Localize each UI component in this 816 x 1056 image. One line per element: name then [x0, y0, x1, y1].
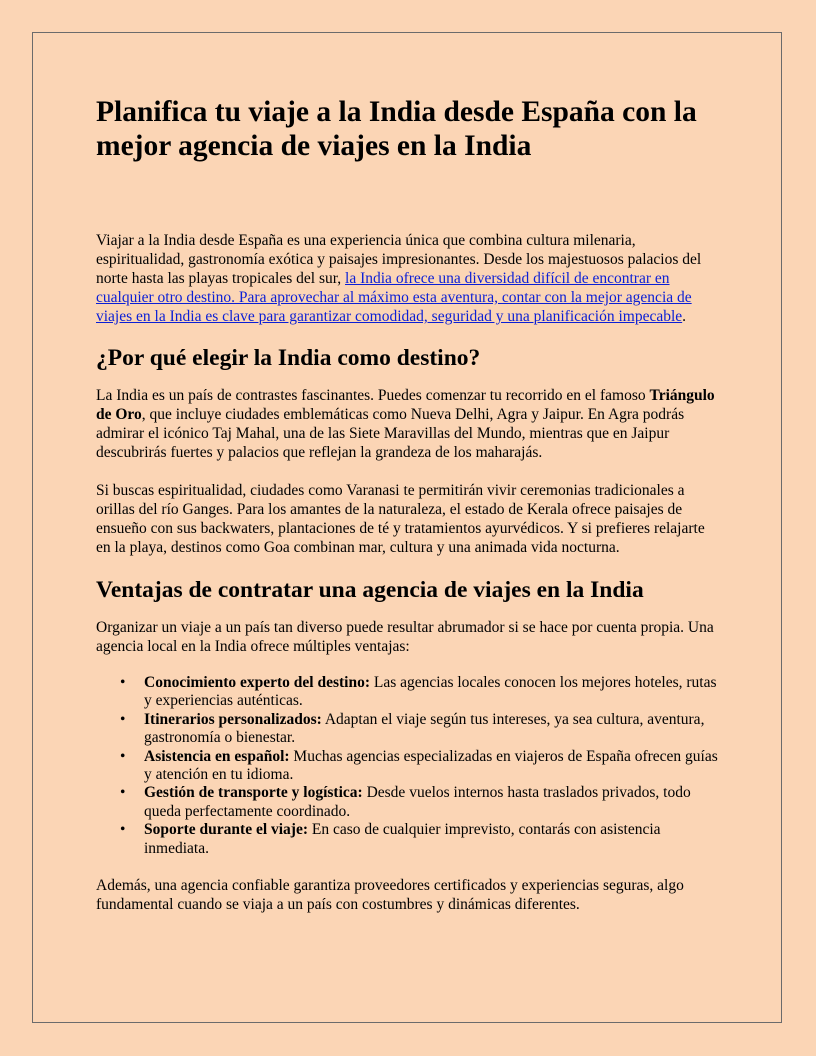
- document-body: [96, 95, 720, 933]
- intro-paragraph: [96, 231, 720, 326]
- section-heading-advantages: Ventajas de contratar una agencia de viajes en la India: [96, 577, 644, 603]
- item-text: En caso de cualquier imprevisto, contarás con asistencia inmediata.: [144, 821, 661, 857]
- item-text: Adaptan el viaje según tus intereses, ya sea cultura, aventura, gastronomía o bienestar.: [144, 710, 705, 747]
- item-title: Itinerarios personalizados:: [144, 710, 322, 728]
- item-title: Soporte durante el viaje:: [144, 821, 309, 839]
- item-text: Las agencias locales conocen los mejores hoteles, rutas y experiencias auténticas.: [144, 674, 717, 710]
- item-text: Desde vuelos internos hasta traslados privados, todo queda perfectamente coordinado.: [144, 784, 691, 820]
- bullet-icon: •: [120, 784, 126, 802]
- paragraph-text: , que incluye ciudades emblemáticas como Nueva Delhi, Agra y Jaipur. En Agra podrás admirar el icónico Taj Mahal, una de las Siete Maravillas del Mundo, mientras que en Jaipur descubrirás fuertes y palacios que reflejan la grandeza de los maharajás.: [96, 406, 685, 461]
- paragraph-closing: Además, una agencia confiable garantiza proveedores certificados y experiencias seguras, algo fundamental cuando se viaja a un país con costumbres y dinámicas diferentes.: [96, 877, 684, 914]
- intro-text: Viajar a la India desde España es una experiencia única que combina cultura milenaria, espiritualidad, gastronomía exótica y paisajes impresionantes. Desde los majestuosos palacios del norte hasta las playas tropicales del sur,: [96, 232, 702, 287]
- paragraph-spirituality: Si buscas espiritualidad, ciudades como Varanasi te permitirán vivir ceremonias tradicionales a orillas del río Ganges. Para los amantes de la naturaleza, el estado de Kerala ofrece paisajes de ensueño con sus backwaters, plantaciones de té y tratamientos ayurvédicos. Y si prefieres relajarte en la playa, destinos como Goa combinan mar, cultura y una animada vida nocturna.: [96, 482, 705, 556]
- item-text: Muchas agencias especializadas en viajeros de España ofrecen guías y atención en tu idioma.: [144, 747, 718, 784]
- list-item: [120, 674, 720, 711]
- bullet-icon: •: [120, 710, 126, 728]
- item-title: Asistencia en español:: [144, 747, 290, 765]
- list-item: [120, 710, 720, 748]
- page-title: Planifica tu viaje a la India desde España con la mejor agencia de viajes en la India: [96, 96, 697, 162]
- list-item: [120, 821, 720, 858]
- intro-text-end: .: [682, 308, 687, 325]
- bold-term: Triángulo de Oro: [96, 387, 715, 423]
- item-title: Gestión de transporte y logística:: [144, 784, 363, 802]
- list-item: [120, 747, 720, 785]
- bullet-icon: •: [120, 747, 126, 765]
- inline-link[interactable]: la India ofrece una diversidad difícil de encontrar en cualquier otro destino. Para aprovechar al máximo esta aventura, contar con la mejor agencia de viajes en la India es clave para garantizar comodidad, seguridad y una planificación impecable: [96, 270, 692, 325]
- bullet-icon: •: [120, 674, 126, 691]
- paragraph-advantages-intro: Organizar un viaje a un país tan diverso puede resultar abrumador si se hace por cuenta propia. Una agencia local en la India ofrece múltiples ventajas:: [96, 619, 714, 655]
- item-title: Conocimiento experto del destino:: [144, 674, 371, 691]
- paragraph-text: La India es un país de contrastes fascinantes. Puedes comenzar tu recorrido en el famoso: [96, 387, 650, 404]
- list-item: [120, 784, 720, 821]
- paragraph-contrasts: [96, 386, 720, 462]
- section-heading-why-india: ¿Por qué elegir la India como destino?: [96, 345, 481, 371]
- bullet-icon: •: [120, 821, 126, 839]
- benefits-list: [96, 674, 720, 858]
